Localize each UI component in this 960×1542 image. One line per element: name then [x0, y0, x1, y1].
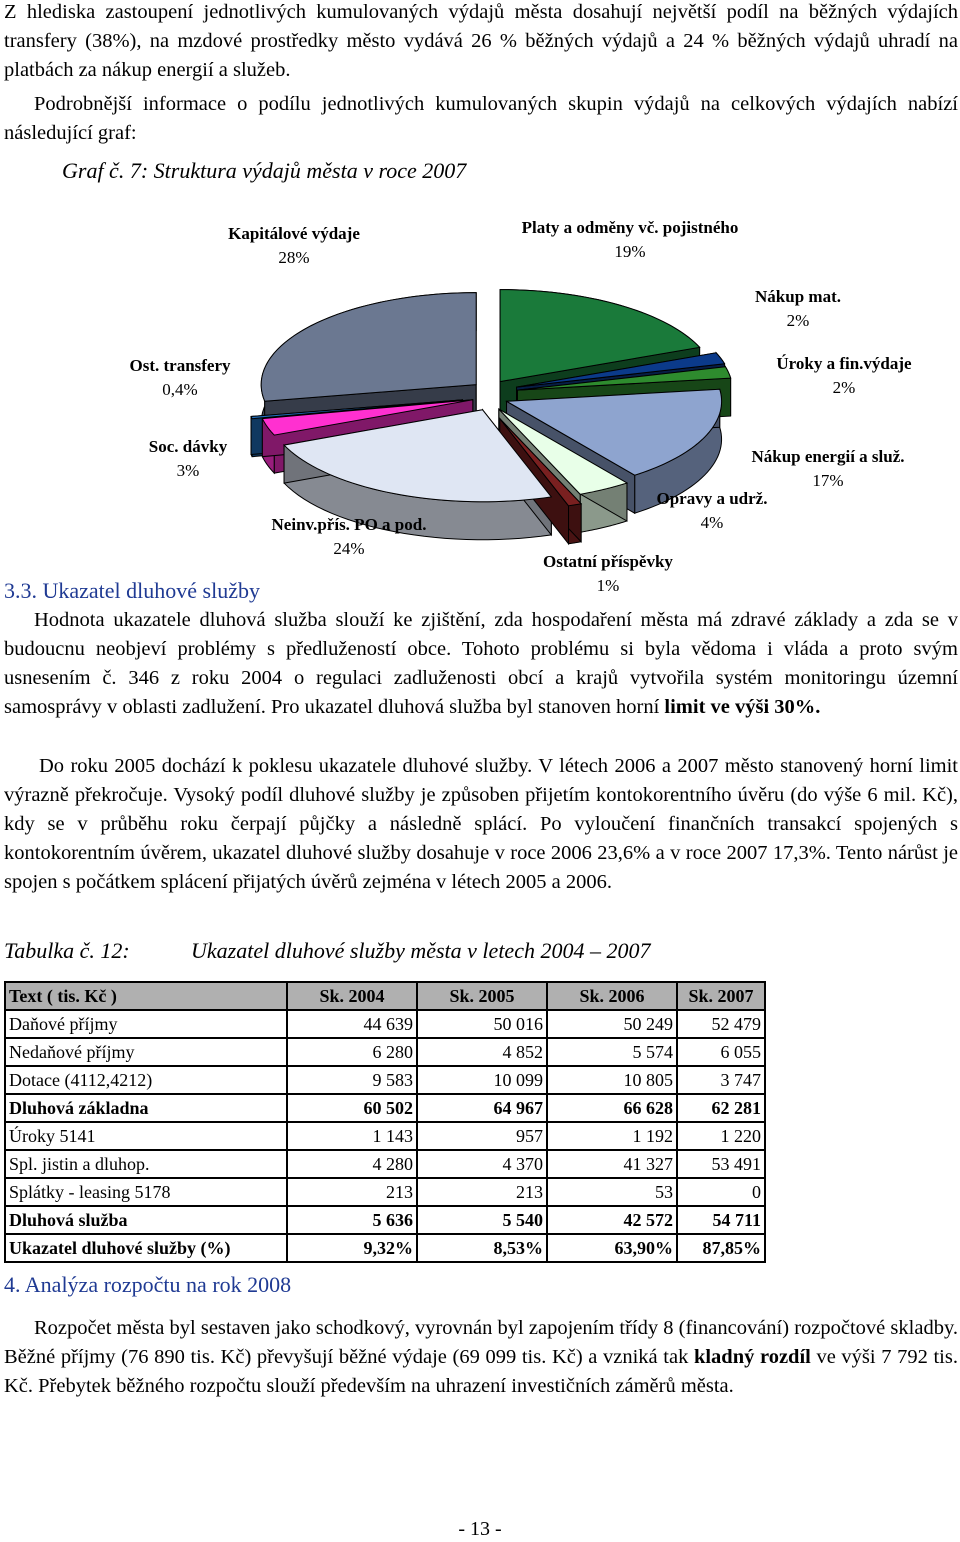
value-cell: 6 280 — [287, 1038, 417, 1066]
value-cell: 1 143 — [287, 1122, 417, 1150]
value-cell: 54 711 — [677, 1206, 765, 1234]
value-cell: 0 — [677, 1178, 765, 1206]
value-cell: 44 639 — [287, 1010, 417, 1038]
pie-chart — [0, 200, 960, 600]
table-header-row — [5, 982, 765, 1010]
slice-value-label: 28% — [278, 248, 310, 267]
slice-label: Kapitálové výdaje — [228, 224, 360, 243]
value-cell: 213 — [417, 1178, 547, 1206]
row-label-cell: Úroky 5141 — [5, 1122, 287, 1150]
slice-label: Platy a odměny vč. pojistného — [521, 218, 739, 237]
slice-value-label: 4% — [700, 513, 724, 532]
row-label-cell: Daňové příjmy — [5, 1010, 287, 1038]
table-row — [5, 1122, 765, 1150]
value-cell: 9 583 — [287, 1066, 417, 1094]
value-cell: 4 280 — [287, 1150, 417, 1178]
table-row — [5, 1066, 765, 1094]
limit-text: limit ve výši 30%. — [664, 696, 821, 718]
table-label: Tabulka č. 12: — [4, 938, 130, 963]
value-cell: 42 572 — [547, 1206, 677, 1234]
table-row — [5, 1234, 765, 1262]
value-cell: 8,53% — [417, 1234, 547, 1262]
value-cell: 1 220 — [677, 1122, 765, 1150]
positive-diff-text: kladný rozdíl — [693, 1346, 811, 1368]
table-row — [5, 1178, 765, 1206]
budget-text: Rozpočet města byl sestaven jako schodkový, vyrovnán byl zapojením třídy 8 (financování) rozpočtové skladby. Běžné příjmy (76 890 tis. Kč) převyšují běžné výdaje (69 099 tis. Kč) a vzniká tak — [4, 1317, 958, 1368]
table-row — [5, 1206, 765, 1234]
debt-table — [4, 981, 766, 1263]
value-cell: 53 — [547, 1178, 677, 1206]
row-label-cell: Dluhová základna — [5, 1094, 287, 1122]
header-cell: Sk. 2005 — [417, 982, 547, 1010]
page-number: - 13 - — [458, 1518, 502, 1540]
slice-label: Úroky a fin.výdaje — [776, 354, 912, 373]
value-cell: 9,32% — [287, 1234, 417, 1262]
value-cell: 87,85% — [677, 1234, 765, 1262]
header-cell: Sk. 2007 — [677, 982, 765, 1010]
header-cell: Text ( tis. Kč ) — [5, 982, 287, 1010]
debt-paragraph-2 — [4, 752, 958, 897]
value-cell: 1 192 — [547, 1122, 677, 1150]
row-label-cell: Splátky - leasing 5178 — [5, 1178, 287, 1206]
slice-label: Opravy a udrž. — [656, 489, 768, 508]
row-label-cell: Spl. jistin a dluhop. — [5, 1150, 287, 1178]
value-cell: 60 502 — [287, 1094, 417, 1122]
row-label-cell: Ukazatel dluhové služby (%) — [5, 1234, 287, 1262]
value-cell: 10 805 — [547, 1066, 677, 1094]
value-cell: 957 — [417, 1122, 547, 1150]
value-cell: 6 055 — [677, 1038, 765, 1066]
slice-label: Soc. dávky — [148, 437, 228, 456]
value-cell: 41 327 — [547, 1150, 677, 1178]
slice-label: Neinv.přís. PO a pod. — [271, 515, 427, 534]
slice-value-label: 0,4% — [162, 380, 198, 399]
debt-paragraph-1 — [4, 606, 958, 722]
budget-paragraph — [4, 1314, 958, 1401]
section-heading-4: 4. Analýza rozpočtu na rok 2008 — [4, 1272, 292, 1297]
table-title — [4, 938, 651, 964]
debt-text: Hodnota ukazatele dluhová služba slouží ke zjištění, zda hospodaření města má zdravé základy a zda se v budoucnu neobjeví problémy s předlužeností obce. Tohoto problému si byla vědoma i vláda a proto svým usnesením č. 346 z roku 2004 o regulaci zadluženosti obcí a krajů vytvořila systém monitoringu územní samosprávy v oblasti zadlužení. Pro ukazatel dluhová služba byl stanoven horní — [4, 609, 958, 718]
value-cell: 3 747 — [677, 1066, 765, 1094]
table-row — [5, 1038, 765, 1066]
intro-paragraph-2 — [4, 90, 958, 148]
value-cell: 52 479 — [677, 1010, 765, 1038]
section-heading-3-3: 3.3. Ukazatel dluhové služby — [4, 578, 260, 603]
pie-slice — [261, 293, 476, 402]
value-cell: 63,90% — [547, 1234, 677, 1262]
value-cell: 50 016 — [417, 1010, 547, 1038]
value-cell: 64 967 — [417, 1094, 547, 1122]
slice-label: Nákup mat. — [755, 287, 841, 306]
table-row — [5, 1150, 765, 1178]
intro-text: Podrobnější informace o podílu jednotlivých kumulovaných skupin výdajů na celkových výdajích nabízí následující graf: — [4, 93, 958, 144]
value-cell: 4 370 — [417, 1150, 547, 1178]
value-cell: 5 540 — [417, 1206, 547, 1234]
row-label-cell: Nedaňové příjmy — [5, 1038, 287, 1066]
slice-value-label: 24% — [333, 539, 365, 558]
slice-label: Ost. transfery — [129, 356, 231, 375]
intro-paragraph: Z hlediska zastoupení jednotlivých kumulovaných výdajů města dosahují největší podíl na běžných výdajích transfery (38%), na mzdové prostředky město vydává 26 % běžných výdajů a 24 % běžných výdajů uhradí na platbách za nákup energií a služeb. — [4, 1, 958, 81]
value-cell: 10 099 — [417, 1066, 547, 1094]
table-row — [5, 1010, 765, 1038]
value-cell: 213 — [287, 1178, 417, 1206]
row-label-cell: Dluhová služba — [5, 1206, 287, 1234]
slice-value-label: 3% — [176, 461, 200, 480]
slice-value-label: 1% — [596, 576, 620, 595]
slice-label: Ostatní příspěvky — [543, 552, 673, 571]
table-row — [5, 1094, 765, 1122]
slice-value-label: 19% — [614, 242, 646, 261]
value-cell: 66 628 — [547, 1094, 677, 1122]
chart-heading: Graf č. 7: Struktura výdajů města v roce 2007 — [62, 158, 467, 183]
slice-value-label: 2% — [832, 378, 856, 397]
table-title-text: Ukazatel dluhové služby města v letech 2004 – 2007 — [191, 938, 651, 963]
slice-label: Nákup energií a služ. — [751, 447, 905, 466]
value-cell: 5 574 — [547, 1038, 677, 1066]
value-cell: 62 281 — [677, 1094, 765, 1122]
value-cell: 5 636 — [287, 1206, 417, 1234]
row-label-cell: Dotace (4112,4212) — [5, 1066, 287, 1094]
slice-value-label: 2% — [786, 311, 810, 330]
value-cell: 53 491 — [677, 1150, 765, 1178]
budget-text-2: ve výši 7 792 tis. Kč. Přebytek běžného rozpočtu slouží především na uhrazení investičních záměrů města. — [4, 1346, 958, 1397]
slice-value-label: 17% — [812, 471, 844, 490]
value-cell: 50 249 — [547, 1010, 677, 1038]
header-cell: Sk. 2004 — [287, 982, 417, 1010]
value-cell: 4 852 — [417, 1038, 547, 1066]
debt-text-2: Do roku 2005 dochází k poklesu ukazatele dluhové služby. V létech 2006 a 2007 město stanovený horní limit výrazně překročuje. Vysoký podíl dluhové služby je způsoben přijetím kontokorentního úvěru (do výše 6 mil. Kč), kdy se v průběhu roku čerpají půjčky a následně splácí. Po vyloučení finančních transakcí spojených s kontokorentním úvěrem, ukazatel dluhové služby dosahuje v roce 2006 23,6% a v roce 2007 17,3%. Tento nárůst je spojen s počátkem splácení přijatých úvěrů zejména v létech 2005 a 2006. — [4, 755, 958, 893]
header-cell: Sk. 2006 — [547, 982, 677, 1010]
